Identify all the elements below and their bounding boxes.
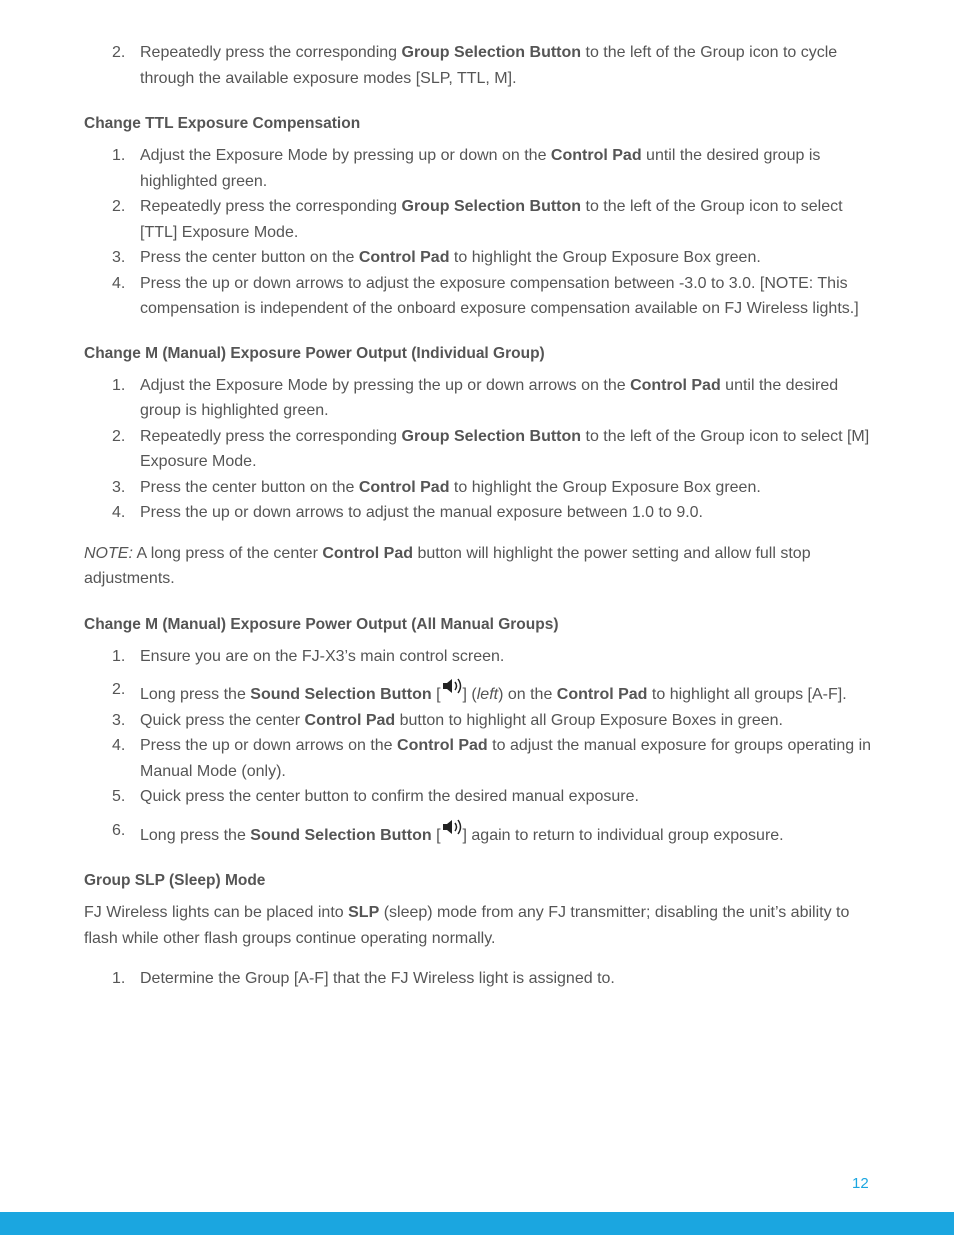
list-item: 1. Determine the Group [A-F] that the FJ Wireless light is assigned to. (112, 970, 615, 987)
section-heading-slp: Group SLP (Sleep) Mode (84, 872, 266, 889)
list-item: 1. Adjust the Exposure Mode by pressing up or down on the Control Pad until the desired group is highlighted green. (112, 147, 821, 190)
list-item: 4. Press the up or down arrows to adjust the exposure compensation between -3.0 to 3.0. [NOTE: This compensation is independent of the onboard exposure compensation available on FJ Wireless lights.] (112, 274, 859, 317)
list-item: 1. Adjust the Exposure Mode by pressing the up or down arrows on the Control Pad until the desired group is highlighted green. (112, 376, 839, 419)
list-item: 3. Quick press the center Control Pad button to highlight all Group Exposure Boxes in green. (112, 711, 783, 729)
speaker-icon (441, 677, 463, 695)
list-item: 6. Long press the Sound Selection Button [ ] again to return to individual group exposure. (84, 818, 874, 849)
list-item: 2. Long press the Sound Selection Button [ ] (left) on the Control Pad to highlight all groups [A-F]. (84, 677, 874, 708)
list-item: 2. Repeatedly press the corresponding Group Selection Button to the left of the Group icon to select [M] Exposure Mode. (112, 427, 870, 470)
note-paragraph: NOTE: A long press of the center Control Pad button will highlight the power setting and allow full stop adjustments. (84, 544, 811, 587)
slp-paragraph: FJ Wireless lights can be placed into SLP (sleep) mode from any FJ transmitter; disabling the unit’s ability to flash while other flash groups continue operating normally. (84, 904, 850, 947)
footer-bar (0, 1212, 954, 1235)
manual-individual-list (84, 373, 874, 526)
list-item: 1. Ensure you are on the FJ-X3’s main control screen. (112, 647, 505, 665)
speaker-icon (441, 818, 463, 836)
section-heading-manual-all: Change M (Manual) Exposure Power Output (All Manual Groups) (84, 615, 559, 633)
ttl-list (84, 143, 874, 322)
section-heading-manual-individual: Change M (Manual) Exposure Power Output (Individual Group) (84, 344, 545, 362)
manual-all-list (84, 644, 874, 849)
section-heading-ttl: Change TTL Exposure Compensation (84, 115, 361, 132)
slp-list (84, 966, 874, 992)
list-item: 4. Press the up or down arrows to adjust the manual exposure between 1.0 to 9.0. (112, 504, 703, 521)
list-item: 3. Press the center button on the Control Pad to highlight the Group Exposure Box green. (112, 478, 761, 496)
list-item: 2. Repeatedly press the corresponding Group Selection Button to the left of the Group icon to cycle through the available exposure modes [SLP, TTL, M]. (112, 44, 838, 87)
list-item: 3. Press the center button on the Control Pad to highlight the Group Exposure Box green. (112, 249, 761, 266)
page-number: 12 (852, 1175, 869, 1192)
list-item: 5. Quick press the center button to confirm the desired manual exposure. (112, 788, 639, 805)
list-item: 4. Press the up or down arrows on the Control Pad to adjust the manual exposure for groups operating in Manual Mode (only). (112, 737, 872, 780)
intro-list (84, 40, 874, 91)
document-body (84, 40, 874, 992)
list-item: 2. Repeatedly press the corresponding Group Selection Button to the left of the Group icon to select [TTL] Exposure Mode. (112, 198, 843, 241)
